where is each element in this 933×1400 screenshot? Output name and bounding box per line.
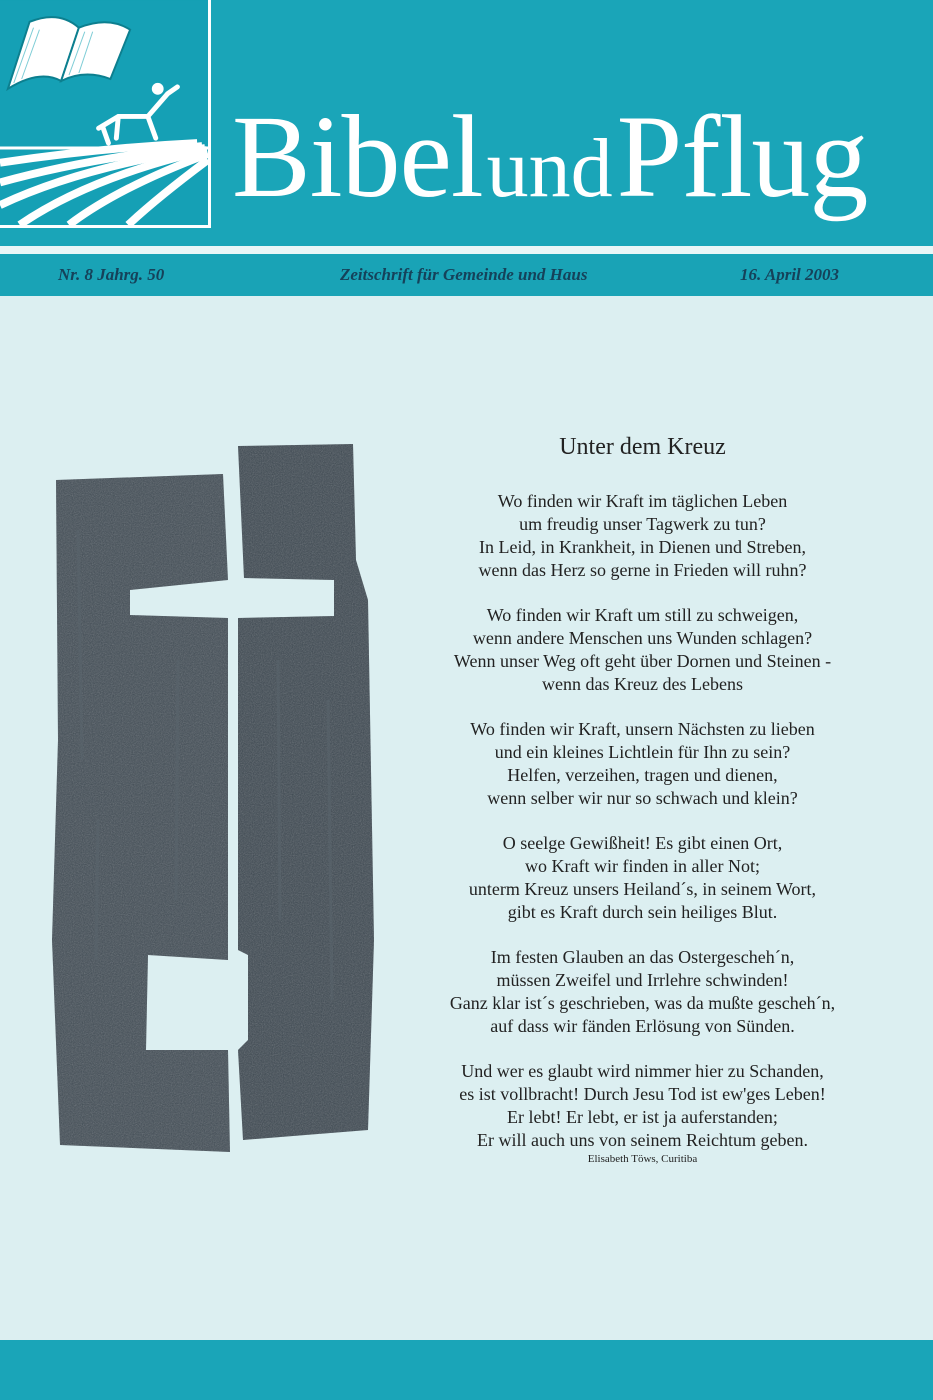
stanza — [410, 718, 875, 810]
poem-line: Wenn unser Weg oft geht über Dornen und Steinen - — [453, 651, 832, 671]
header-divider — [0, 246, 933, 254]
poem-line: und ein kleines Lichtlein für Ihn zu sein? — [494, 742, 791, 762]
poem-line: um freudig unser Tagwerk zu tun? — [519, 514, 766, 534]
cross-artwork — [38, 440, 383, 1160]
poem-line: Ganz klar ist´s geschrieben, was da mußte gescheh´n, — [449, 993, 836, 1013]
poem-line: Wo finden wir Kraft im täglichen Leben — [497, 491, 788, 511]
magazine-subtitle: Zeitschrift für Gemeinde und Haus — [340, 265, 588, 284]
poem-line: Er will auch uns von seinem Reichtum geben. — [477, 1130, 808, 1150]
stanza — [410, 946, 875, 1038]
issue-info-bar — [0, 254, 933, 296]
issue-number: Nr. 8 Jahrg. 50 — [58, 265, 165, 284]
poem-line: wenn andere Menschen uns Wunden schlagen? — [472, 628, 813, 648]
stanza — [410, 832, 875, 924]
poem-line: es ist vollbracht! Durch Jesu Tod ist ew'ges Leben! — [459, 1084, 826, 1104]
poem-line: auf dass wir fänden Erlösung von Sünden. — [490, 1016, 795, 1036]
masthead — [0, 0, 933, 246]
poem-line: müssen Zweifel und Irrlehre schwinden! — [496, 970, 789, 990]
title-word-pflug: Pflug — [616, 91, 868, 222]
stanza — [410, 604, 875, 696]
poem-line: Wo finden wir Kraft um still zu schweigen, — [486, 605, 799, 625]
stanza — [410, 1060, 875, 1152]
poem-line: gibt es Kraft durch sein heiliges Blut. — [507, 902, 778, 922]
poem-line: wo Kraft wir finden in aller Not; — [525, 856, 760, 876]
poem-line: Helfen, verzeihen, tragen und dienen, — [507, 765, 778, 785]
poem-line: In Leid, in Krankheit, in Dienen und Streben, — [479, 537, 806, 557]
poem-line: Wo finden wir Kraft, unsern Nächsten zu lieben — [470, 719, 815, 739]
stanza — [410, 490, 875, 582]
title-word-und: und — [486, 122, 613, 215]
footer-band — [0, 1340, 933, 1400]
poem-line: O seelge Gewißheit! Es gibt einen Ort, — [502, 833, 783, 853]
poem-line: wenn das Herz so gerne in Frieden will ruhn? — [478, 560, 807, 580]
poem-line: wenn selber wir nur so schwach und klein? — [487, 788, 798, 808]
title-word-bibel: Bibel — [232, 91, 483, 222]
issue-date: 16. April 2003 — [740, 265, 840, 284]
magazine-title — [232, 92, 932, 222]
poem — [410, 430, 875, 1166]
poem-line: Er lebt! Er lebt, er ist ja auferstanden; — [507, 1107, 778, 1127]
poem-line: unterm Kreuz unsers Heiland´s, in seinem Wort, — [468, 879, 817, 899]
poem-line: wenn das Kreuz des Lebens — [542, 674, 743, 694]
poem-line: Und wer es glaubt wird nimmer hier zu Schanden, — [461, 1061, 824, 1081]
poem-line: Im festen Glauben an das Ostergescheh´n, — [490, 947, 795, 967]
poem-title: Unter dem Kreuz — [559, 434, 726, 460]
poem-author: Elisabeth Töws, Curitiba — [587, 1153, 698, 1165]
bible-plow-logo-icon — [0, 0, 211, 228]
